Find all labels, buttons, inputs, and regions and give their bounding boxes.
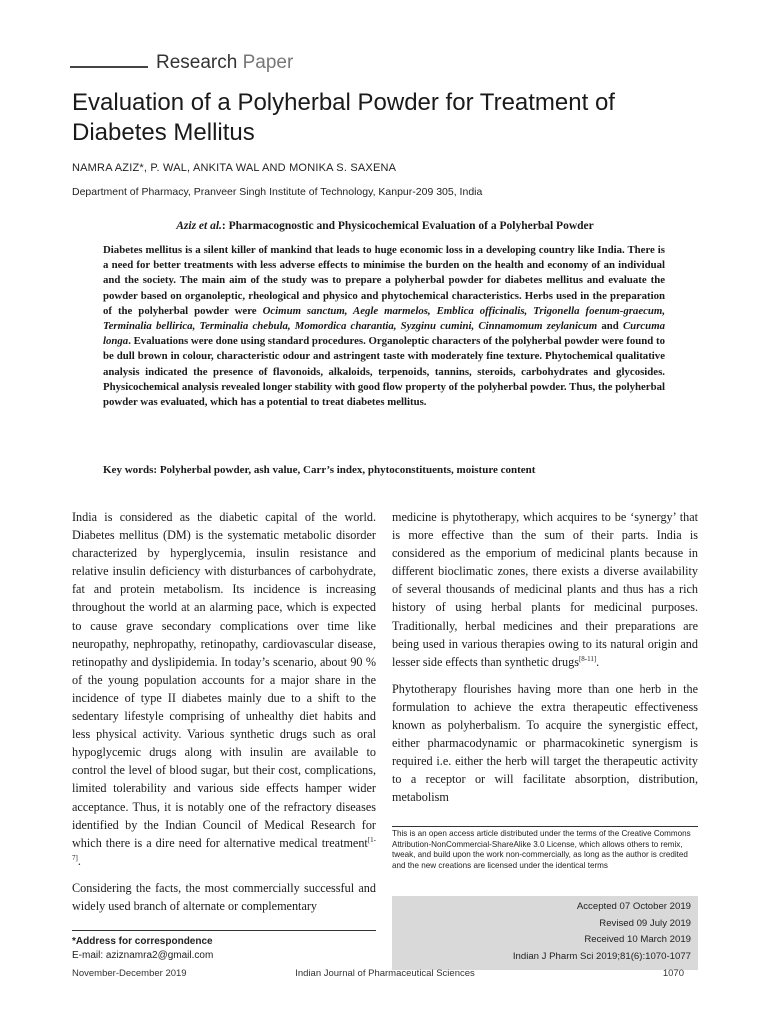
received-date: Received 10 March 2019 xyxy=(584,934,691,946)
citation-ref: [1-7] xyxy=(72,835,376,862)
abstract-species-last: Curcuma longa xyxy=(103,320,665,348)
running-head xyxy=(72,220,698,232)
page-number: 1070 xyxy=(662,968,684,979)
body-paragraph xyxy=(392,508,698,671)
section-rule xyxy=(70,66,148,68)
body-column-left xyxy=(72,508,376,924)
running-head-text: : Pharmacognostic and Physicochemical Evaluation of a Polyherbal Powder xyxy=(221,220,594,232)
correspondence-label: *Address for correspondence xyxy=(72,936,213,947)
footer-issue: November-December 2019 xyxy=(72,968,187,979)
paragraph-text: medicine is phytotherapy, which acquires to be ‘synergy’ that is more effective than the sum of their parts. India is considered as the emporium of medicinal plants because in different bioclimatic zones, there exists a diverse availability of several thousands of medicinal plants and thus has a rich history of using herbal plants for medicinal purposes. Traditionally, herbal medicines and their preparations are being used in various therapies owing to its natural origin and lesser side effects than synthetic drugs xyxy=(392,510,698,669)
affiliation: Department of Pharmacy, Pranveer Singh Institute of Technology, Kanpur-209 305, India xyxy=(72,186,483,198)
article-dates-box xyxy=(392,896,698,970)
body-column-right xyxy=(392,508,698,816)
author-list: NAMRA AZIZ*, P. WAL, ANKITA WAL AND MONIKA S. SAXENA xyxy=(72,162,397,174)
citation-ref: [8-11] xyxy=(578,654,597,663)
body-paragraph: Considering the facts, the most commercially successful and widely used branch of alternate or complementary xyxy=(72,880,376,913)
journal-citation: Indian J Pharm Sci 2019;81(6):1070-1077 xyxy=(512,951,691,963)
paragraph-end: . xyxy=(596,654,600,669)
correspondence-email: E-mail: aziznamra2@gmail.com xyxy=(72,950,214,961)
body-paragraph: Phytotherapy flourishes having more than one herb in the formulation to achieve the extra therapeutic effectiveness known as polyherbalism. To acquire the synergistic effect, either pharmacodynamic or pharmacokinetic synergism is required i.e. either the herb will target the therapeutic activity to a receptor or will facilitate absorption, distribution, metabolism xyxy=(392,681,698,805)
abstract-and: and xyxy=(597,320,623,333)
page-footer xyxy=(72,968,698,982)
license-notice: This is an open access article distributed under the terms of the Creative Commons Attribution-NonCommercial-ShareAlike 3.0 License, which allows others to remix, tweak, and build upon the work non-commercially, as long as the author is credited and the new creations are licensed under the identical terms xyxy=(392,826,698,871)
abstract-part1: Diabetes mellitus is a silent killer of mankind that leads to huge economic loss in a developing country like India. There is a need for better treatments with less adverse effects to minimise the burden on the health and economy of an individual and the society. The main aim of the study was to prepare a polyherbal powder for diabetes mellitus and evaluate the powder based on organoleptic, rheological and physico and phytochemical characteristics. Herbs used in the preparation of the polyherbal powder were xyxy=(103,244,665,317)
correspondence xyxy=(72,930,376,963)
running-head-authors: Aziz et al. xyxy=(176,220,222,232)
abstract-part2: . Evaluations were done using standard procedures. Organoleptic characters of the polyherbal powder were found to be dull brown in colour, characteristic odour and astringent taste with moderately fine texture. Phytochemical qualitative analysis indicated the presence of flavonoids, alkaloids, terpenoids, tannins, steroids, carbohydrates and glycosides. Physicochemical analysis revealed longer stability with good flow property of the polyherbal powder. Thus, the polyherbal powder was evaluated, which has a potential to treat diabetes mellitus. xyxy=(103,335,665,409)
article-title: Evaluation of a Polyherbal Powder for Treatment of Diabetes Mellitus xyxy=(72,89,615,146)
revised-date: Revised 09 July 2019 xyxy=(599,917,691,929)
section-label-bold: Research xyxy=(156,52,238,73)
paragraph-end: . xyxy=(77,853,81,868)
section-label-text xyxy=(156,52,293,74)
section-label xyxy=(70,52,700,80)
section-label-light: Paper xyxy=(242,52,294,73)
keywords: Key words: Polyherbal powder, ash value, Carr’s index, phytoconstituents, moisture content xyxy=(103,464,536,476)
paragraph-text: India is considered as the diabetic capital of the world. Diabetes mellitus (DM) is the systematic metabolic disorder characterized by hyperglycemia, insulin resistance and relative insulin deficiency with disturbances of carbohydrate, fat and protein metabolism. Its incidence is increasing throughout the world at an alarming pace, which is expected to cause grave secondary complications over time like neuropathy, nephropathy, retinopathy, cardiovascular disease, retinopathy and dyslipidemia. In today’s scenario, about 90 % of the young population accounts for a major share in the incidence of type II diabetes mainly due to a shift to the sedentary lifestyle comprising of unhealthy diet habits and less physical activity. Various synthetic drugs such as oral hypoglycemic drugs along with insulin are available to control the level of blood sugar, but their cost, complications, limited tolerability and various side effects hamper wider acceptance. Thus, it is notably one of the refractory diseases identified by the Indian Council of Medical Research for which there is a dire need for alternative medical treatment xyxy=(72,510,376,850)
abstract xyxy=(103,243,665,410)
abstract-species: Ocimum sanctum, Aegle marmelos, Emblica officinalis, Trigonella foenum-graecum, Terminalia bellirica, Terminalia chebula, Momordica charantia, Syzginu cumini, Cinnamomum zeylanicum xyxy=(103,304,666,333)
accepted-date: Accepted 07 October 2019 xyxy=(576,901,691,912)
footer-journal: Indian Journal of Pharmaceutical Sciences xyxy=(295,968,475,979)
body-paragraph xyxy=(72,508,376,870)
